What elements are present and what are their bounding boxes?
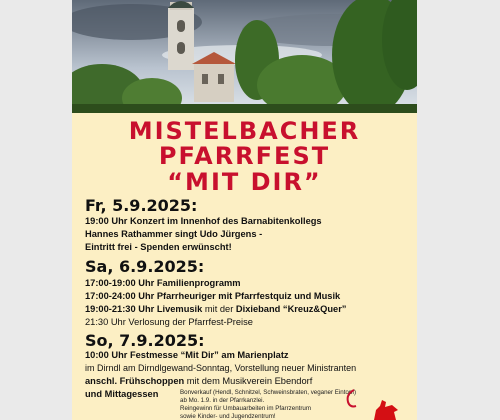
poster-title-line-3: “MIT DIR”	[167, 168, 322, 196]
note-line-1: Bonverkauf (Hendl, Schnitzel, Schweinsbraten, veganer Eintopf)	[180, 389, 357, 396]
note-line-3: Reingewinn für Umbauarbeiten im Pfarrzentrum	[180, 405, 312, 412]
sunday-line-4-meal: Mittagessen	[104, 389, 159, 399]
sunday-line-4-und: und	[85, 389, 103, 399]
friday-line-2: Hannes Rathammer singt Udo Jürgens -	[85, 229, 263, 239]
saturday-line-3-band: Dixieband “Kreuz&Quer”	[235, 304, 347, 314]
event-poster	[72, 0, 417, 420]
saturday-line-3-time: 19:00-21:30 Uhr Livemusik	[85, 304, 203, 314]
poster-title-line-1: MISTELBACHER	[128, 117, 361, 145]
sunday-line-3-rest: mit dem Musikverein Ebendorf	[184, 376, 313, 386]
friday-line-1: 19:00 Uhr Konzert im Innenhof des Barnabitenkollegs	[85, 216, 322, 226]
sunday-line-1: 10:00 Uhr Festmesse “Mit Dir” am Marienplatz	[85, 350, 289, 360]
day-heading-saturday: Sa, 6.9.2025:	[85, 257, 205, 276]
saturday-line-4: 21:30 Uhr Verlosung der Pfarrfest-Preise	[85, 317, 253, 327]
saturday-line-3-mid: mit der	[202, 304, 236, 314]
saturday-line-2: 17:00-24:00 Uhr Pfarrheuriger mit Pfarrfestquiz und Musik	[85, 291, 341, 301]
friday-line-3: Eintritt frei - Spenden erwünscht!	[85, 242, 232, 252]
sunday-line-3	[85, 376, 312, 386]
saturday-line-3	[85, 304, 346, 314]
note-line-2: ab Mo. 1.9. in der Pfarrkanzlei.	[180, 397, 265, 404]
red-swirl-icon	[344, 388, 358, 410]
day-heading-sunday: So, 7.9.2025:	[85, 331, 205, 350]
sunday-line-2: im Dirndl am Dirndlgewand-Sonntag, Vorstellung neuer Ministranten	[85, 363, 357, 373]
saturday-line-1: 17:00-19:00 Uhr Familienprogramm	[85, 278, 241, 288]
red-figure-logo-icon	[370, 398, 402, 420]
sunday-line-4	[85, 389, 158, 399]
sunday-line-3-bold: anschl. Frühschoppen	[85, 376, 185, 386]
day-heading-friday: Fr, 5.9.2025:	[85, 196, 198, 215]
note-line-4: sowie Kinder- und Jugendzentrum!	[180, 413, 276, 420]
poster-title-line-2: PFARRFEST	[158, 142, 331, 170]
church-photo	[72, 0, 417, 113]
